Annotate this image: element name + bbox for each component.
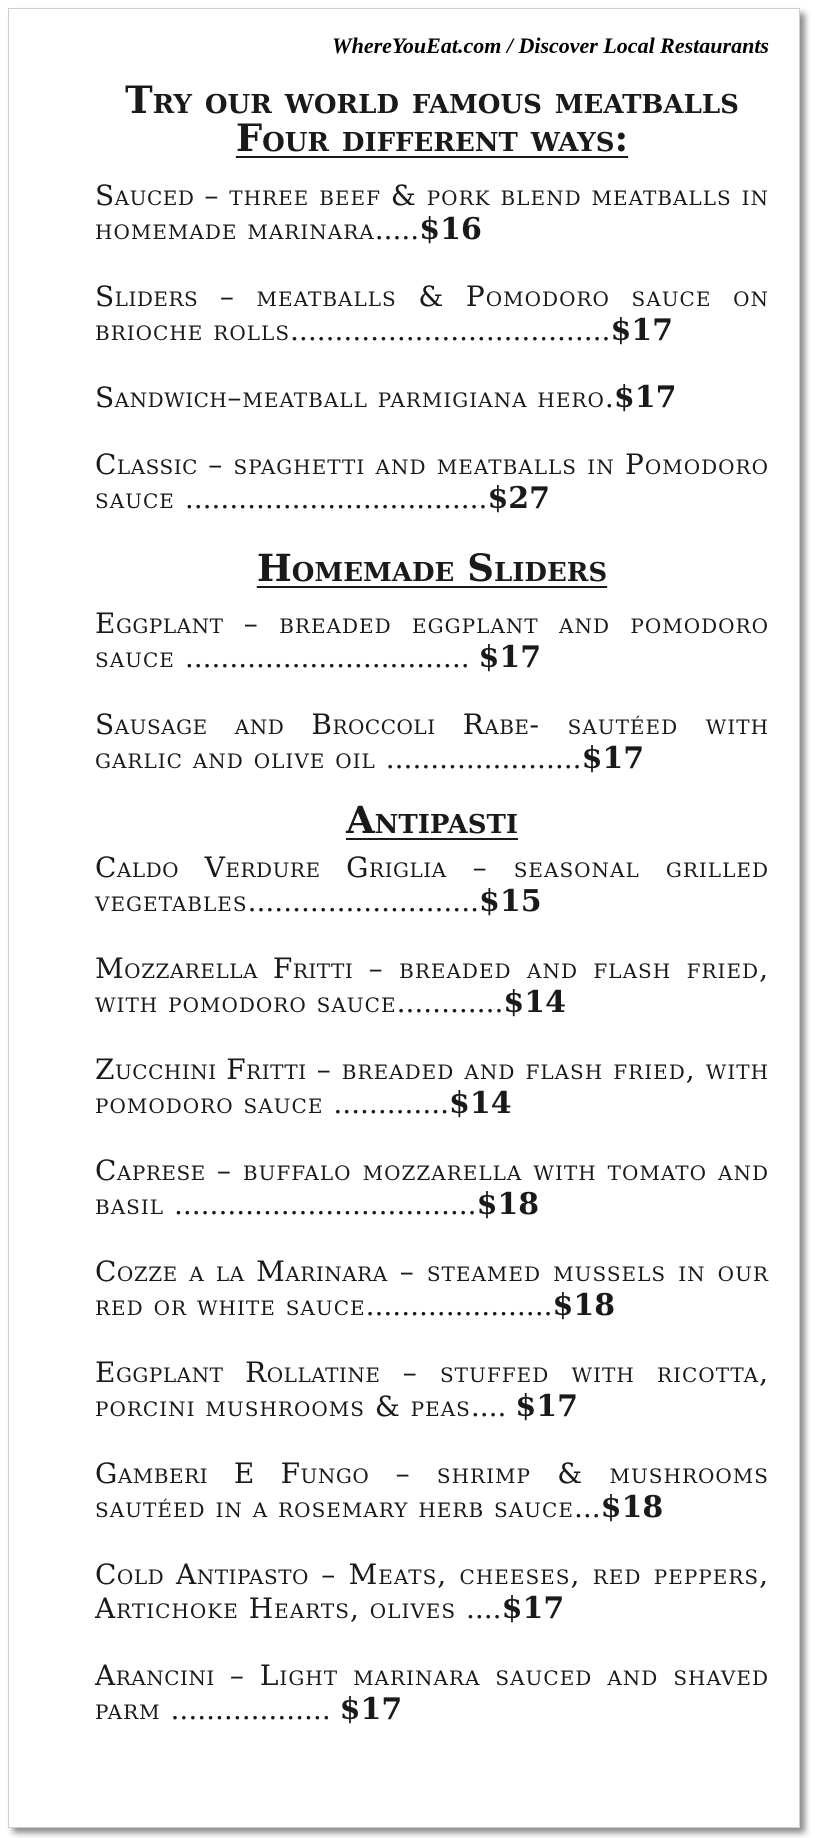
menu-item-sliders xyxy=(95,280,769,348)
item-leader: ..... xyxy=(374,213,420,246)
item-description: - sautéed with garlic and olive oil xyxy=(95,708,770,775)
meatballs-subheading: Four different ways: xyxy=(235,116,629,160)
item-leader: . xyxy=(604,381,614,414)
item-price: $14 xyxy=(449,1086,512,1121)
site-header[interactable]: WhereYouEat.com / Discover Local Restaurants xyxy=(332,33,769,58)
item-price: $17 xyxy=(581,741,645,776)
menu-body xyxy=(95,78,770,1760)
menu-item-mozzarella-fritti xyxy=(95,952,769,1020)
item-description: – stuffed with ricotta, porcini mushrooms & peas xyxy=(95,1356,769,1423)
item-price: $17 xyxy=(339,1692,403,1727)
item-leader: ............. xyxy=(333,1087,450,1120)
item-price: $18 xyxy=(600,1490,664,1525)
menu-item-zucchini-fritti xyxy=(95,1053,769,1121)
item-name: Eggplant xyxy=(95,607,224,640)
item-name: Caprese xyxy=(95,1154,206,1187)
menu-item-caprese xyxy=(95,1154,769,1222)
item-name: Sauced xyxy=(95,179,195,212)
item-description: – shrimp & mushrooms sautéed in a rosemary herb sauce xyxy=(95,1457,769,1524)
item-leader: ...................... xyxy=(385,742,582,775)
item-description: – spaghetti and meatballs in Pomodoro sauce xyxy=(95,448,769,515)
item-name: Gamberi E Fungo xyxy=(95,1457,370,1490)
sliders-heading: Homemade Sliders xyxy=(256,546,608,590)
item-leader: .................. xyxy=(170,1693,340,1726)
item-name: Sausage and Broccoli Rabe xyxy=(95,708,530,741)
menu-item-eggplant-slider xyxy=(95,607,769,675)
item-description: – Meats, cheeses, red peppers, Artichoke Hearts, olives xyxy=(95,1558,769,1625)
item-name: Caldo Verdure Griglia xyxy=(95,851,447,884)
item-price: $18 xyxy=(476,1187,540,1222)
item-description: – breaded and flash fried, with pomodoro sauce xyxy=(95,952,769,1019)
menu-item-cold-antipasto xyxy=(95,1558,769,1626)
item-leader: .... xyxy=(470,1390,516,1423)
item-leader: .... xyxy=(465,1592,502,1625)
item-price: $17 xyxy=(610,313,674,348)
item-price: $15 xyxy=(479,884,542,919)
item-leader: ............ xyxy=(396,986,504,1019)
item-price: $27 xyxy=(487,481,551,516)
item-leader: ... xyxy=(573,1491,601,1524)
item-price: $17 xyxy=(501,1591,565,1626)
item-leader: ................................ xyxy=(184,641,479,674)
item-description: – seasonal grilled vegetables xyxy=(95,851,769,918)
item-price: $17 xyxy=(613,380,677,415)
item-description: – Light marinara sauced and shaved parm xyxy=(95,1659,769,1726)
menu-item-sausage-broccoli-rabe xyxy=(95,708,769,776)
menu-item-sauced xyxy=(95,179,769,247)
menu-item-sandwich xyxy=(95,381,769,415)
item-description: – breaded eggplant and pomodoro sauce xyxy=(95,607,769,674)
item-name: Cold Antipasto xyxy=(95,1558,309,1591)
item-description: – three beef & pork blend meatballs in homemade marinara xyxy=(95,179,769,246)
item-description: – buffalo mozzarella with tomato and basil xyxy=(95,1154,769,1221)
item-leader: .................................. xyxy=(184,482,488,515)
item-price: $18 xyxy=(552,1288,616,1323)
item-leader: .................................. xyxy=(173,1188,477,1221)
item-name: Eggplant Rollatine xyxy=(95,1356,381,1389)
item-price: $16 xyxy=(419,212,482,247)
item-name: Mozzarella Fritti xyxy=(95,952,354,985)
menu-item-caldo-verdure xyxy=(95,851,769,919)
item-price: $17 xyxy=(515,1389,578,1424)
item-name: Zucchini Fritti xyxy=(95,1053,307,1086)
meatballs-heading: Try our world famous meatballs xyxy=(125,78,739,122)
menu-item-gamberi-e-fungo xyxy=(95,1457,769,1525)
item-description: –meatball parmigiana hero xyxy=(227,381,605,414)
item-name: Sandwich xyxy=(95,381,228,414)
menu-item-arancini xyxy=(95,1659,769,1727)
item-leader: .......................... xyxy=(247,885,480,918)
item-name: Arancini xyxy=(95,1659,215,1692)
menu-item-eggplant-rollatine xyxy=(95,1356,769,1424)
item-description: – meatballs & Pomodoro sauce on brioche rolls xyxy=(95,280,769,347)
item-description: – breaded and flash fried, with pomodoro sauce xyxy=(95,1053,770,1120)
item-name: Sliders xyxy=(95,280,199,313)
item-description: – steamed mussels in our red or white sauce xyxy=(95,1255,769,1322)
item-name: Cozze a la Marinara xyxy=(95,1255,388,1288)
menu-item-classic xyxy=(95,448,769,516)
item-leader: ..................... xyxy=(365,1289,553,1322)
item-leader: .................................... xyxy=(290,314,611,347)
menu-page xyxy=(8,8,800,1828)
item-name: Classic xyxy=(95,448,198,481)
item-price: $17 xyxy=(478,640,542,675)
antipasti-heading: Antipasti xyxy=(345,798,519,842)
item-price: $14 xyxy=(503,985,566,1020)
menu-item-cozze xyxy=(95,1255,769,1323)
